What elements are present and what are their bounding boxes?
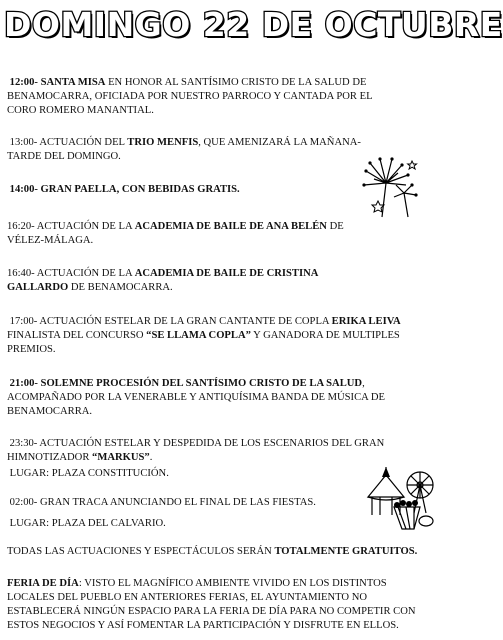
event-prefix: ACTUACIÓN DE LA	[34, 268, 135, 279]
event-text: .	[149, 452, 153, 463]
event-1620	[7, 220, 379, 248]
event-prefix: ACTUACIÓN DEL	[37, 137, 128, 148]
event-time: 21:00-	[9, 378, 38, 389]
event-place: LUGAR: PLAZA CONSTITUCIÓN.	[9, 468, 169, 479]
event-highlight: ACADEMIA DE BAILE DE ANA BELÉN	[134, 221, 327, 232]
event-prefix: ACTUACIÓN ESTELAR DE LA GRAN CANTANTE DE COPLA	[37, 316, 332, 327]
feria-label: FERIA DE DÍA	[7, 578, 79, 589]
event-0200-place	[7, 517, 379, 531]
event-text: GRAN TRACA ANUNCIANDO EL FINAL DE LAS FIESTAS.	[37, 497, 316, 508]
event-1200	[7, 76, 379, 118]
closing-note	[7, 545, 432, 559]
event-text: , ACOMPAÑADO POR LA VENERABLE Y ANTIQUÍSIMA BANDA DE MÚSICA DE BENAMOCARRA.	[7, 378, 385, 417]
event-prefix: ACTUACIÓN ESTELAR Y DESPEDIDA DE LOS ESCENARIOS DEL GRAN HIMNOTIZADOR	[7, 438, 385, 463]
event-text: FINALISTA DEL CONCURSO	[7, 330, 147, 341]
page-title: DOMINGO 22 DE OCTUBRE	[4, 5, 503, 44]
event-highlight: SOLEMNE PROCESIÓN DEL SANTÍSIMO CRISTO DE LA SALUD	[37, 378, 363, 389]
event-1300	[7, 136, 379, 164]
event-highlight: ACADEMIA DE BAILE DE CRISTINA GALLARDO	[7, 268, 318, 293]
event-0200	[7, 496, 379, 510]
event-text: EN HONOR AL SANTÍSIMO CRISTO DE LA SALUD DE BENAMOCARRA, OFICIADA POR NUESTRO PARROCO Y CANTADA POR EL CORO ROMERO MANANTIAL.	[7, 77, 373, 116]
event-1400	[7, 183, 379, 197]
event-text: , QUE AMENIZARÁ LA MAÑANA-TARDE DEL DOMINGO.	[7, 137, 361, 162]
fireworks-icon	[360, 157, 420, 219]
closing-text: TODAS LAS ACTUACIONES Y ESPECTÁCULOS SERÁN	[7, 546, 275, 557]
event-highlight-2: “SE LLAMA COPLA”	[146, 330, 251, 341]
closing-highlight: TOTALMENTE GRATUITOS.	[274, 546, 418, 557]
event-2330	[7, 437, 432, 465]
event-text: DE BENAMOCARRA.	[68, 282, 173, 293]
event-highlight: SANTA MISA	[40, 77, 106, 88]
event-highlight: TRIO MENFIS	[127, 137, 199, 148]
event-text-2: Y GANADORA DE MULTIPLES PREMIOS.	[7, 330, 400, 355]
event-time: 12:00-	[9, 77, 38, 88]
event-2100	[7, 377, 432, 419]
event-time: 16:20-	[7, 221, 35, 232]
event-text: DE VÉLEZ-MÁLAGA.	[7, 221, 344, 246]
event-time: 13:00-	[9, 137, 38, 148]
fairground-icon	[364, 463, 436, 533]
event-place: LUGAR: PLAZA DEL CALVARIO.	[9, 518, 166, 529]
event-highlight: “MARKUS”	[92, 452, 150, 463]
event-time: 16:40-	[7, 268, 35, 279]
feria-text: : VISTO EL MAGNÍFICO AMBIENTE VIVIDO EN LOS DISTINTOS LOCALES DEL PUEBLO EN ANTERIORES FERIAS, EL AYUNTAMIENTO NO ESTABLECERÁ NINGÚN ESPACIO PARA LA FERIA DE DÍA PARA NO COMPETIR CON ESTOS NEGOCIOS Y ASÍ FOMENTAR LA PARTICIPACIÓN Y DISFRUTE EN ELLOS.	[7, 578, 416, 631]
feria-note	[7, 577, 432, 633]
event-highlight: 14:00- GRAN PAELLA, CON BEBIDAS GRATIS.	[9, 184, 240, 195]
event-time: 23:30-	[9, 438, 38, 449]
event-time: 02:00-	[9, 497, 38, 508]
event-prefix: ACTUACIÓN DE LA	[34, 221, 135, 232]
event-2330-place	[7, 467, 379, 481]
event-1700	[7, 315, 432, 357]
event-time: 17:00-	[9, 316, 38, 327]
event-1640	[7, 267, 379, 295]
event-highlight: ERIKA LEIVA	[331, 316, 401, 327]
